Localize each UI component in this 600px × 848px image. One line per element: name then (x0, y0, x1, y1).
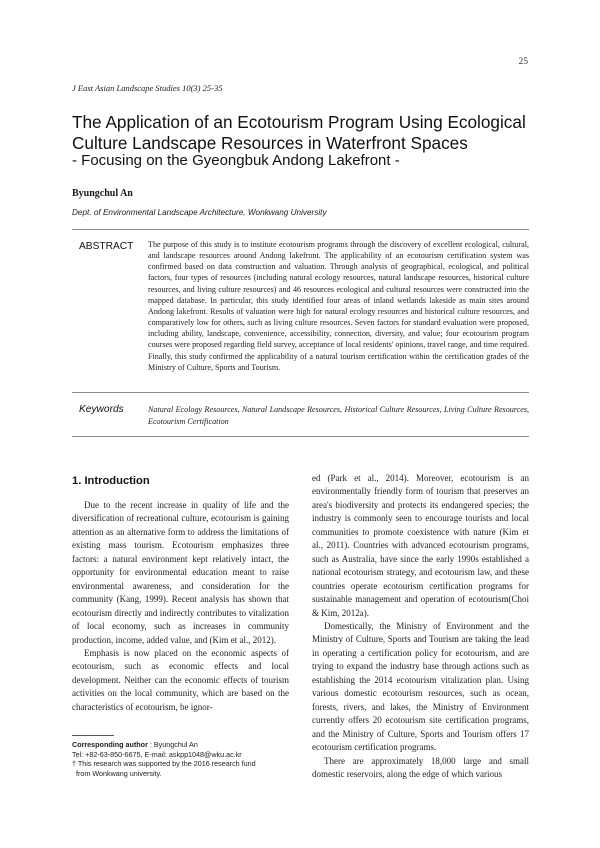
journal-citation: J East Asian Landscape Studies 10(3) 25-35 (72, 83, 223, 93)
paper-subtitle: - Focusing on the Gyeongbuk Andong Lakefront - (72, 152, 400, 169)
body-column-right (312, 472, 529, 781)
section-heading-introduction: 1. Introduction (72, 475, 150, 487)
abstract-text: The purpose of this study is to institute ecotourism programs through the discovery of excellent ecological, cultural, and landscape resources around Andong lakefront. The applicability of an ecotourism certification system was confirmed based on data construction and valuation. Through analysis of geographical, ecological, and political factors, four types of resources (including natural ecology resources, natural landscape resources, historical culture resources, and living culture resources) and 46 resources ecological and cultural resources were constructed into the mapped database. In particular, this study identified four areas of inland wetlands lakeside as main sites around Andong lakefront. Results of valuation were high for natural ecology resources and historical culture resources, and comparatively low for others, such as living culture resources. Seven factors for standard evaluation were proposed, including ability, landscape, convenience, accessibility, connection, diversity, and value; four ecotourism program courses were proposed regarding field survey, acceptance of local residents' opinions, travel range, and time required. Finally, this study confirmed the applicability of a natural tourism certification within the certification grades of the Ministry of Culture, Sports and Tourism. (148, 240, 529, 372)
funding-note-line2: from Wonkwang university. (72, 768, 162, 778)
keywords-label: Keywords (79, 404, 124, 415)
abstract-bottom-rule (72, 392, 529, 393)
footnotes (72, 740, 292, 778)
body-paragraph: Domestically, the Ministry of Environment and the Ministry of Culture, Sports and Tourism are taking the lead in operating a certification policy for ecotourism, and are trying to expand the industry base through actions such as establishing the 2014 ecotourism vitalization plan. Using various domestic ecotourism resources, such as ocean, forests, rivers, and lakes, the Ministry of Environment currently offers 20 ecotourism site certification programs, and the Ministry of Culture, Sports and Tourism offers 17 ecotourism certification programs. (312, 620, 529, 753)
corresponding-author-name: : Byungchul An (147, 740, 198, 749)
page-number: 25 (518, 57, 528, 67)
corresponding-author-label: Corresponding author (72, 740, 148, 749)
body-paragraph: There are approximately 18,000 large and small domestic reservoirs, along the edge of which various (312, 755, 529, 779)
corresponding-author-line (72, 740, 292, 750)
abstract-label: ABSTRACT (79, 241, 134, 252)
funding-note-line1: † This research was supported by the 2016 research fund (72, 759, 256, 769)
author-affiliation: Dept. of Environmental Landscape Architecture, Wonkwang University (72, 208, 327, 217)
body-column-left (72, 499, 289, 714)
body-paragraph: Due to the recent increase in quality of life and the diversification of recreational culture, ecotourism is gaining attention as an alternative form to address the limitations of existing mass tourism. Ecotourism emphasizes three factors: a natural environment kept relatively intact, the opportunity for environmental education meant to raise environmental awareness, and consideration for the community (Kang, 1999). Recent analysis has shown that ecotourism directly and indirectly contributes to vitalization of local economy, such as increases in community production, income, added value, and (Kim et al., 2012). (72, 500, 289, 645)
abstract-top-rule (72, 229, 529, 230)
body-paragraph: Emphasis is now placed on the economic aspects of ecotourism, such as economic effects and local development. Neither can the economic effects of tourism activities on the local community, which are based on the characteristics of ecotourism, be ignor- (72, 647, 289, 712)
paper-title: The Application of an Ecotourism Program Using Ecological Culture Landscape Resources in Waterfront Spaces (72, 112, 526, 153)
keywords-bottom-rule (72, 436, 529, 437)
author-name: Byungchul An (72, 188, 133, 199)
footnote-rule (72, 735, 114, 736)
contact-line: Tel: +82-63-850-6675, E-mail: askpp1048@wku.ac.kr (72, 749, 242, 759)
body-paragraph: ed (Park et al., 2014). Moreover, ecotourism is an environmentally friendly form of tourism that preserves an area's biodiversity and protects its endangered species; the industry is commonly seen to encourage tourists and local communities to promote coexistence with nature (Kim et al., 2011). Countries with advanced ecotourism programs, such as Australia, have since the early 1990s established a national ecotourism strategy, and ecotourism law, and these countries operate ecotourism certification programs for sustainable management and operation of ecotourism(Choi & Kim, 2012a). (312, 473, 529, 618)
keywords-text: Natural Ecology Resources, Natural Landscape Resources, Historical Culture Resources, Living Culture Resources, Ecotourism Certification (148, 405, 529, 426)
